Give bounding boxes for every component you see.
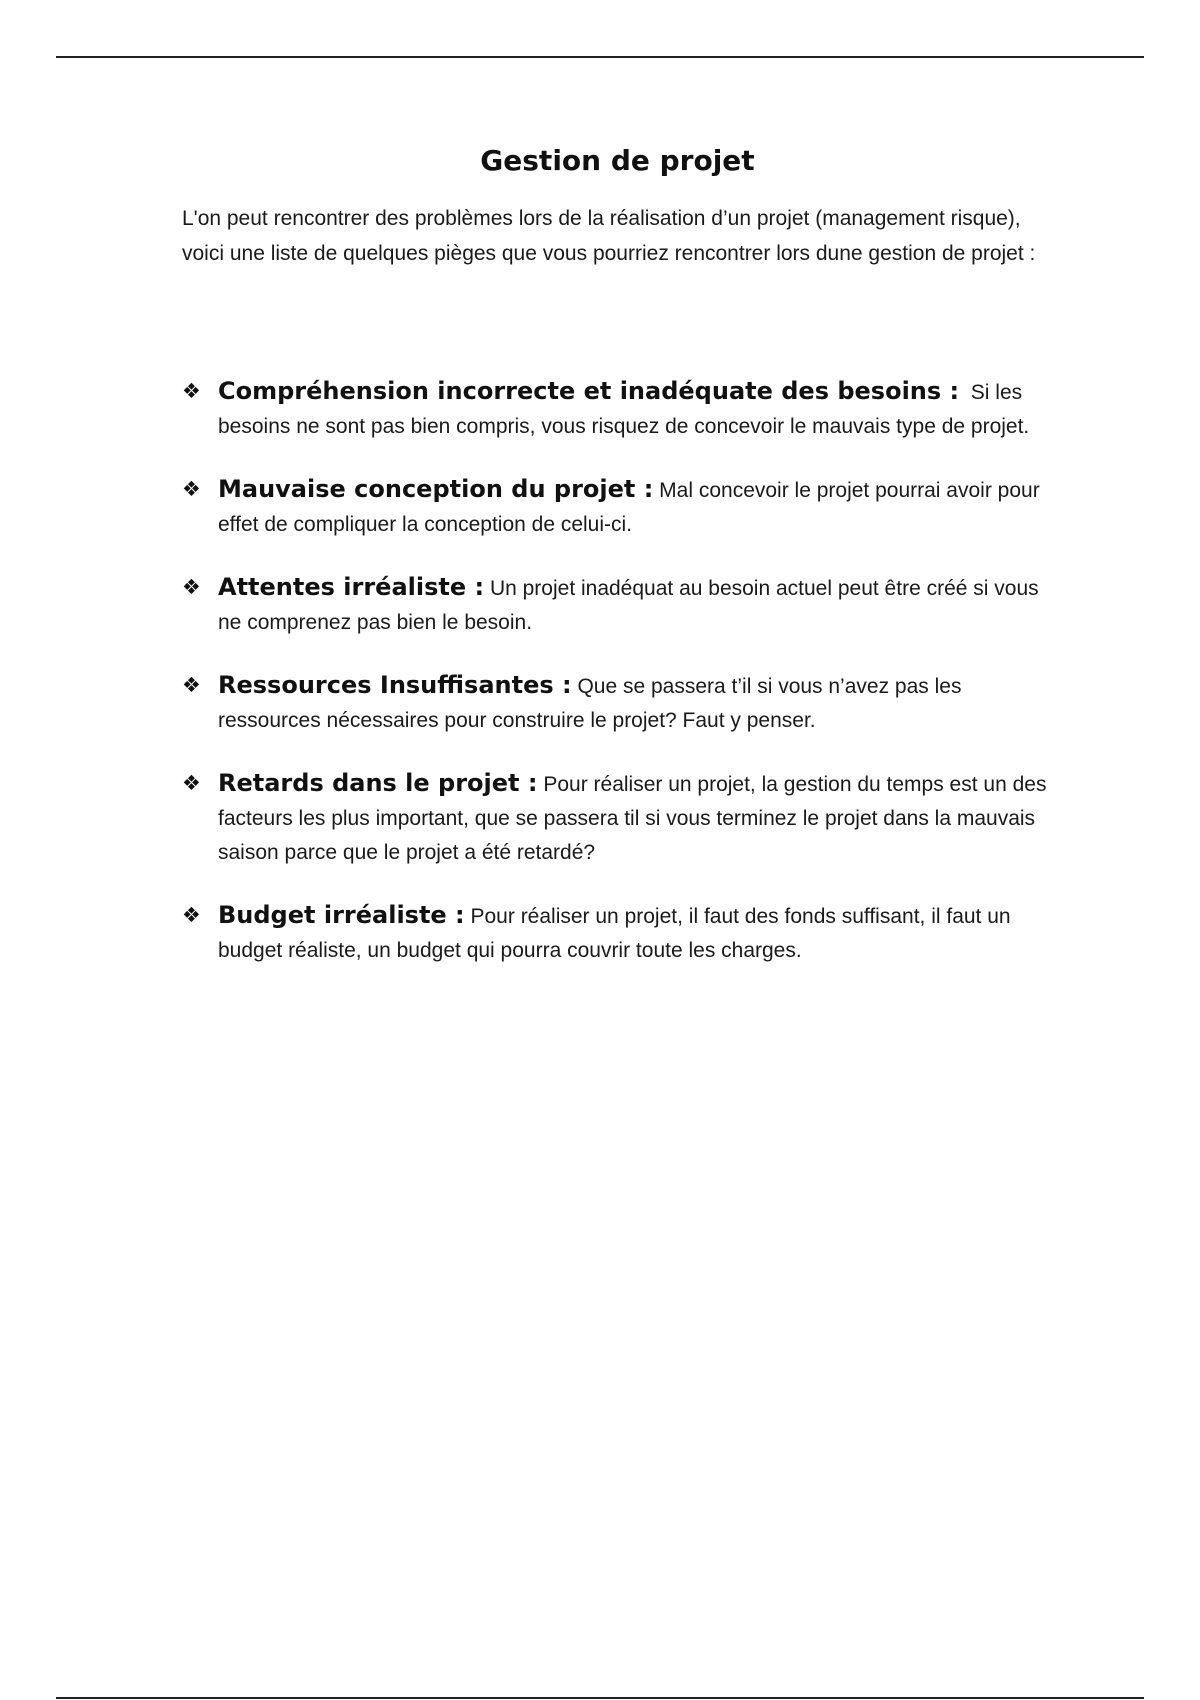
diamond-bullet-icon: ❖ <box>182 771 201 795</box>
intro-paragraph: L'on peut rencontrer des problèmes lors de la réalisation d’un projet (management risque), voici une liste de quelques pièges que vous pourriez rencontrer lors dune gestion de projet : <box>182 207 1036 265</box>
diamond-bullet-icon: ❖ <box>182 477 201 501</box>
diamond-bullet-icon: ❖ <box>182 673 201 697</box>
list-item <box>182 898 1062 968</box>
item-description: Un projet inadéquat au besoin actuel peut être créé si vous ne comprenez pas bien le besoin. <box>218 577 1039 634</box>
item-term: Budget irréaliste : <box>218 901 465 929</box>
diamond-bullet-icon: ❖ <box>182 379 201 403</box>
list-item <box>182 668 1062 738</box>
footer-rule <box>56 1697 1144 1699</box>
item-term: Compréhension incorrecte et inadéquate des besoins : <box>218 377 960 405</box>
page-title: Gestion de projet <box>480 144 755 177</box>
diamond-bullet-icon: ❖ <box>182 575 201 599</box>
list-item <box>182 374 1062 444</box>
item-description: Que se passera t’il si vous n’avez pas les ressources nécessaires pour construire le projet? Faut y penser. <box>218 675 962 732</box>
item-term: Attentes irréaliste : <box>218 573 485 601</box>
item-term: Mauvaise conception du projet : <box>218 475 654 503</box>
header-rule <box>56 56 1144 58</box>
list-item <box>182 570 1062 640</box>
item-description: Mal concevoir le projet pourrai avoir pour effet de compliquer la conception de celui-ci. <box>218 479 1040 536</box>
item-term: Retards dans le projet : <box>218 769 538 797</box>
pitfalls-list <box>182 374 1062 996</box>
diamond-bullet-icon: ❖ <box>182 903 201 927</box>
item-description: Pour réaliser un projet, la gestion du temps est un des facteurs les plus important, que se passera til si vous terminez le projet dans la mauvais saison parce que le projet a été retardé? <box>218 773 1047 864</box>
item-description: Si les besoins ne sont pas bien compris, vous risquez de concevoir le mauvais type de projet. <box>218 381 1030 438</box>
item-term: Ressources Insuffisantes : <box>218 671 572 699</box>
list-item <box>182 472 1062 542</box>
list-item <box>182 766 1062 870</box>
item-description: Pour réaliser un projet, il faut des fonds suffisant, il faut un budget réaliste, un budget qui pourra couvrir toute les charges. <box>218 905 1011 962</box>
